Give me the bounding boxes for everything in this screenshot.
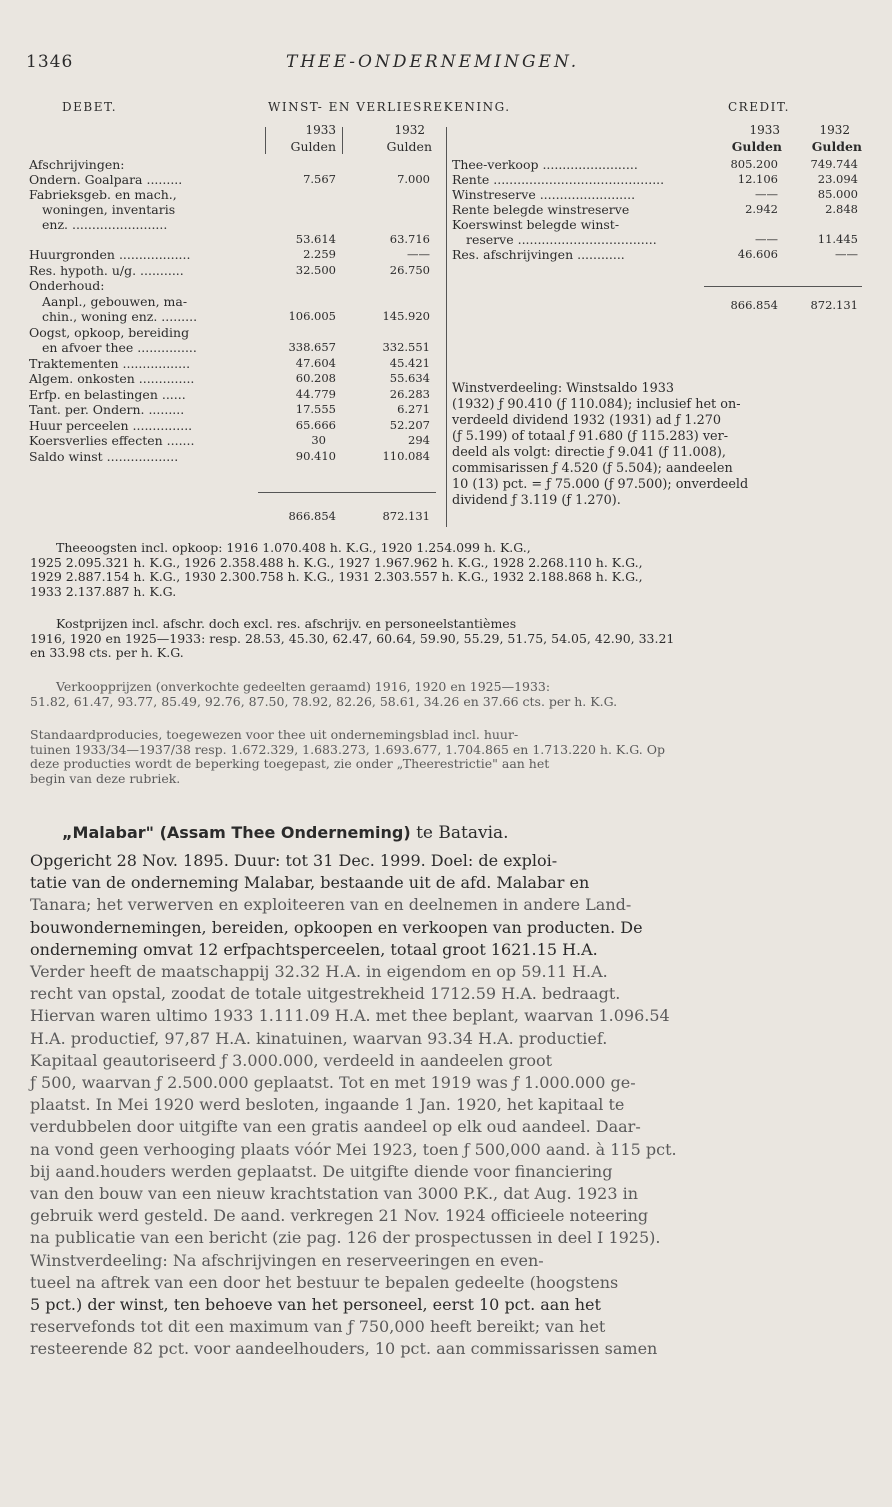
text-line: dividend ƒ 3.119 (ƒ 1.270).	[452, 493, 621, 508]
credit-line: Rente ...........................................	[452, 172, 665, 187]
debit-line: Huur perceelen ...............	[29, 418, 193, 433]
text-line: Kapitaal geautoriseerd ƒ 3.000.000, verdeeld in aandeelen groot	[30, 1050, 553, 1070]
text-line: ƒ 500, waarvan ƒ 2.500.000 geplaatst. Tot en met 1919 was ƒ 1.000.000 ge-	[30, 1073, 636, 1093]
debit-line: woningen, inventaris	[42, 202, 176, 217]
text-line: begin van deze rubriek.	[30, 770, 181, 786]
debit-line: enz. ........................	[42, 217, 168, 232]
text-line: recht van opstal, zoodat de totale uitgestrekheid 1712.59 H.A. bedraagt.	[30, 984, 621, 1004]
debit-unit-header: Gulden	[386, 139, 432, 154]
center-rule	[446, 127, 447, 527]
debit-value-1932: 63.716	[389, 232, 430, 246]
debit-value-1933: 60.208	[295, 371, 336, 385]
company-name: „Malabar" (Assam Thee Onderneming)	[62, 823, 411, 842]
credit-value-1933: 12.106	[737, 172, 778, 186]
debit-line: Erfp. en belastingen ......	[29, 387, 186, 402]
text-line: Verkoopprijzen (onverkochte gedeelten geraamd) 1916, 1920 en 1925—1933:	[56, 679, 551, 694]
debit-line: Onderhoud:	[29, 278, 105, 293]
column-rule	[342, 127, 343, 154]
credit-line: reserve ...................................	[466, 232, 657, 247]
debit-line: Fabrieksgeb. en mach.,	[29, 187, 177, 202]
credit-value-1932: 85.000	[817, 187, 858, 201]
debit-value-1933: 7.567	[303, 172, 336, 186]
credit-value-1933: 805.200	[730, 157, 778, 171]
credit-year-header: 1932	[819, 123, 850, 137]
credit-total-1932: 872.131	[810, 298, 858, 312]
debit-value-1932: 26.750	[389, 263, 430, 277]
debit-total-1932: 872.131	[382, 509, 430, 523]
debit-value-1933: 65.666	[295, 418, 336, 432]
text-line: na vond geen verhooging plaats vóór Mei 1923, toen ƒ 500,000 aand. à 115 pct.	[30, 1139, 677, 1159]
page-number: 1346	[26, 52, 74, 72]
text-line: tatie van de onderneming Malabar, bestaande uit de afd. Malabar en	[30, 873, 590, 893]
credit-value-1932: ——	[835, 247, 858, 261]
debit-value-1933: 90.410	[295, 449, 336, 463]
debit-value-1932: 26.283	[389, 387, 430, 401]
text-line: Winstverdeeling: Winstsaldo 1933	[452, 381, 675, 396]
text-line: commisarissen ƒ 4.520 (ƒ 5.504); aandeelen	[452, 461, 733, 476]
debit-total-1933: 866.854	[288, 509, 336, 523]
text-line: reservefonds tot dit een maximum van ƒ 750,000 heeft bereikt; van het	[30, 1317, 606, 1337]
credit-unit-header: Gulden	[811, 139, 862, 154]
debit-line: Afschrijvingen:	[29, 157, 125, 172]
running-title: THEE-ONDERNEMINGEN.	[286, 52, 580, 72]
text-line: tueel na aftrek van een door het bestuur te bepalen gedeelte (hoogstens	[30, 1272, 619, 1292]
debit-value-1933: 30	[311, 433, 326, 447]
debit-value-1932: 332.551	[382, 340, 430, 354]
credit-total-1933: 866.854	[730, 298, 778, 312]
text-line: van den bouw van een nieuw krachtstation van 3000 P.K., dat Aug. 1923 in	[30, 1184, 639, 1204]
credit-value-1932: 749.744	[810, 157, 858, 171]
text-line: resteerende 82 pct. voor aandeelhouders, 10 pct. aan commissarissen samen	[30, 1339, 658, 1359]
standaardproducties-paragraph	[30, 728, 665, 786]
text-line: 5 pct.) der winst, ten behoeve van het personeel, eerst 10 pct. aan het	[30, 1295, 601, 1315]
text-line: Tanara; het verwerven en exploiteeren van en deelnemen in andere Land-	[30, 895, 632, 915]
credit-value-1933: ——	[755, 187, 778, 201]
debit-value-1932: 6.271	[397, 402, 430, 416]
debit-value-1933: 2.259	[303, 247, 336, 261]
debit-value-1932: 45.421	[389, 356, 430, 370]
text-line: deeld als volgt: directie ƒ 9.041 (ƒ 11.008),	[452, 445, 726, 460]
debit-value-1932: 7.000	[397, 172, 430, 186]
text-line: Verder heeft de maatschappij 32.32 H.A. in eigendom en op 59.11 H.A.	[30, 962, 608, 982]
debit-value-1933: 47.604	[295, 356, 336, 370]
company-description	[30, 850, 677, 1361]
company-location: te Batavia.	[410, 823, 509, 843]
debit-value-1932: 294	[408, 433, 430, 447]
text-line: 51.82, 61.47, 93.77, 85.49, 92.76, 87.50, 78.92, 82.26, 58.61, 34.26 en 37.66 cts. per h. K.G.	[30, 693, 618, 709]
kostprijzen-paragraph	[30, 617, 674, 661]
theeoogsten-paragraph	[30, 541, 643, 599]
debit-value-1933: 338.657	[288, 340, 336, 354]
credit-value-1933: 2.942	[745, 202, 778, 216]
debit-value-1932: 55.634	[389, 371, 430, 385]
verkoopprijzen-paragraph	[30, 680, 617, 709]
debit-value-1932: 145.920	[382, 309, 430, 323]
debit-year-header: 1933	[305, 123, 336, 137]
company-heading	[62, 823, 509, 843]
debit-caption: DEBET.	[62, 100, 118, 114]
debit-line: Ondern. Goalpara .........	[29, 172, 183, 187]
credit-value-1933: ——	[755, 232, 778, 246]
text-line: bouwondernemingen, bereiden, opkoopen en verkoopen van producten. De	[30, 917, 643, 937]
text-line: na publicatie van een bericht (zie pag. 126 der prospectussen in deel I 1925).	[30, 1228, 661, 1248]
debit-year-header: 1932	[394, 123, 425, 137]
credit-line: Res. afschrijvingen ............	[452, 247, 625, 262]
credit-line: Koerswinst belegde winst-	[452, 217, 620, 232]
credit-line: Winstreserve ........................	[452, 187, 636, 202]
text-line: deze producties wordt de beperking toegepast, zie onder „Theerestrictie" aan het	[30, 756, 550, 771]
debit-value-1932: 52.207	[389, 418, 430, 432]
credit-caption: CREDIT.	[728, 100, 790, 114]
debit-line: Algem. onkosten ..............	[29, 371, 195, 386]
credit-value-1933: 46.606	[737, 247, 778, 261]
text-line: 1925 2.095.321 h. K.G., 1926 2.358.488 h. K.G., 1927 1.967.962 h. K.G., 1928 2.268.110 h. K.G.,	[30, 554, 643, 570]
debit-line: Aanpl., gebouwen, ma-	[42, 294, 188, 309]
text-line: H.A. productief, 97,87 H.A. kinatuinen, waarvan 93.34 H.A. productief.	[30, 1028, 608, 1048]
debit-line: Oogst, opkoop, bereiding	[29, 325, 190, 340]
text-line: (ƒ 5.199) of totaal ƒ 91.680 (ƒ 115.283) ver-	[452, 429, 729, 444]
debit-line: Huurgronden ..................	[29, 247, 191, 262]
text-line: plaatst. In Mei 1920 werd besloten, ingaande 1 Jan. 1920, het kapitaal te	[30, 1095, 625, 1115]
text-line: verdubbelen door uitgifte van een gratis aandeel op elk oud aandeel. Daar-	[30, 1117, 641, 1137]
credit-value-1932: 2.848	[825, 202, 858, 216]
debit-line: Tant. per. Ondern. .........	[29, 402, 185, 417]
text-line: Theeoogsten incl. opkoop: 1916 1.070.408 h. K.G., 1920 1.254.099 h. K.G.,	[56, 540, 531, 555]
debit-value-1933: 32.500	[295, 263, 336, 277]
credit-line: Rente belegde winstreserve	[452, 202, 630, 217]
debit-line: en afvoer thee ...............	[42, 340, 197, 355]
credit-value-1932: 23.094	[817, 172, 858, 186]
debit-value-1933: 106.005	[288, 309, 336, 323]
debit-value-1932: 110.084	[382, 449, 430, 463]
credit-unit-header: Gulden	[731, 139, 782, 154]
text-line: 1933 2.137.887 h. K.G.	[30, 583, 177, 599]
debit-line: Traktementen .................	[29, 356, 191, 371]
text-line: bij aand.houders werden geplaatst. De uitgifte diende voor financiering	[30, 1161, 613, 1181]
total-rule	[258, 492, 436, 493]
credit-year-header: 1933	[749, 123, 780, 137]
text-line: tuinen 1933/34—1937/38 resp. 1.672.329, 1.683.273, 1.693.677, 1.704.865 en 1.713.220 h. K.G. Op	[30, 741, 665, 757]
text-line: gebruik werd gesteld. De aand. verkregen 21 Nov. 1924 officieele noteering	[30, 1206, 649, 1226]
debit-value-1932: ——	[407, 247, 430, 261]
text-line: Standaardproducies, toegewezen voor thee uit ondernemingsblad incl. huur-	[30, 727, 519, 742]
text-line: Kostprijzen incl. afschr. doch excl. res. afschrijv. en personeelstantièmes	[56, 616, 517, 631]
text-line: onderneming omvat 12 erfpachtsperceelen, totaal groot 1621.15 H.A.	[30, 939, 598, 959]
account-title: WINST- EN VERLIESREKENING.	[268, 100, 511, 114]
debit-value-1933: 53.614	[295, 232, 336, 246]
credit-line: Thee-verkoop ........................	[452, 157, 638, 172]
debit-unit-header: Gulden	[290, 139, 336, 154]
winstverdeeling-note	[452, 381, 748, 509]
text-line: Hiervan waren ultimo 1933 1.111.09 H.A. met thee beplant, waarvan 1.096.54	[30, 1006, 670, 1026]
text-line: 1929 2.887.154 h. K.G., 1930 2.300.758 h. K.G., 1931 2.303.557 h. K.G., 1932 2.188.868 h. K.G.,	[30, 569, 643, 584]
debit-value-1933: 17.555	[295, 402, 336, 416]
column-rule	[265, 127, 266, 154]
text-line: 10 (13) pct. = ƒ 75.000 (ƒ 97.500); onverdeeld	[452, 477, 749, 492]
debit-line: chin., woning enz. .........	[42, 309, 198, 324]
debit-line: Res. hypoth. u/g. ...........	[29, 263, 184, 278]
debit-line: Saldo winst ..................	[29, 449, 179, 464]
debit-value-1933: 44.779	[295, 387, 336, 401]
text-line: (1932) ƒ 90.410 (ƒ 110.084); inclusief het on-	[452, 397, 741, 412]
text-line: verdeeld dividend 1932 (1931) ad ƒ 1.270	[452, 413, 722, 428]
credit-value-1932: 11.445	[817, 232, 858, 246]
text-line: Opgericht 28 Nov. 1895. Duur: tot 31 Dec. 1999. Doel: de exploi-	[30, 851, 558, 870]
text-line: 1916, 1920 en 1925—1933: resp. 28.53, 45.30, 62.47, 60.64, 59.90, 55.29, 51.75, 54.05, 42.90, 33.21	[30, 630, 675, 646]
text-line: en 33.98 cts. per h. K.G.	[30, 645, 184, 660]
text-line: Winstverdeeling: Na afschrijvingen en reserveeringen en even-	[30, 1250, 544, 1270]
debit-line: Koersverlies effecten .......	[29, 433, 195, 448]
total-rule	[704, 286, 862, 287]
